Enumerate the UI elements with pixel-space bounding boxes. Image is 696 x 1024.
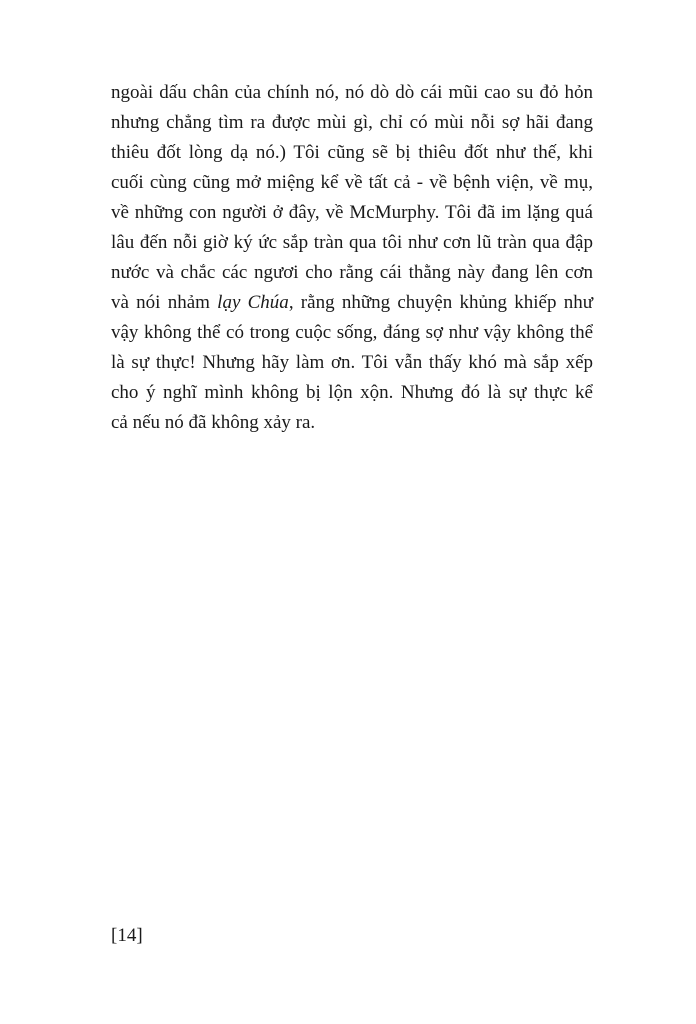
text-line-11: cho ý nghĩ mình không bị lộn xộn. Nhưng đó là sự thực kể bbox=[111, 382, 593, 403]
text-line-9: vậy không thể có trong cuộc sống, đáng sợ như vậy không thể bbox=[111, 322, 593, 343]
text-line-1: ngoài dấu chân của chính nó, nó dò dò cái mũi cao su đỏ hỏn bbox=[111, 82, 593, 103]
italic-phrase: lạy Chúa bbox=[217, 292, 289, 313]
text-line-8-end: , rằng những chuyện khủng khiếp như bbox=[288, 292, 593, 313]
text-line-7: nước và chắc các ngươi cho rằng cái thằng này đang lên cơn bbox=[111, 262, 593, 283]
text-line-12: cả nếu nó đã không xảy ra. bbox=[111, 412, 316, 433]
text-line-3: thiêu đốt lòng dạ nó.) Tôi cũng sẽ bị thiêu đốt như thế, khi bbox=[111, 142, 593, 163]
text-line-8 bbox=[111, 288, 593, 318]
text-line-6: lâu đến nỗi giờ ký ức sắp tràn qua tôi như cơn lũ tràn qua đập bbox=[111, 232, 593, 253]
page-number: [14] bbox=[111, 925, 143, 946]
body-text bbox=[111, 78, 593, 438]
text-line-10: là sự thực! Nhưng hãy làm ơn. Tôi vẫn thấy khó mà sắp xếp bbox=[111, 352, 593, 373]
text-line-8-start: và nói nhảm bbox=[111, 292, 218, 313]
text-line-2: nhưng chẳng tìm ra được mùi gì, chỉ có mùi nỗi sợ hãi đang bbox=[111, 112, 593, 133]
text-line-5: về những con người ở đây, về McMurphy. Tôi đã im lặng quá bbox=[111, 202, 593, 223]
text-line-4: cuối cùng cũng mở miệng kể về tất cả - về bệnh viện, về mụ, bbox=[111, 172, 593, 193]
